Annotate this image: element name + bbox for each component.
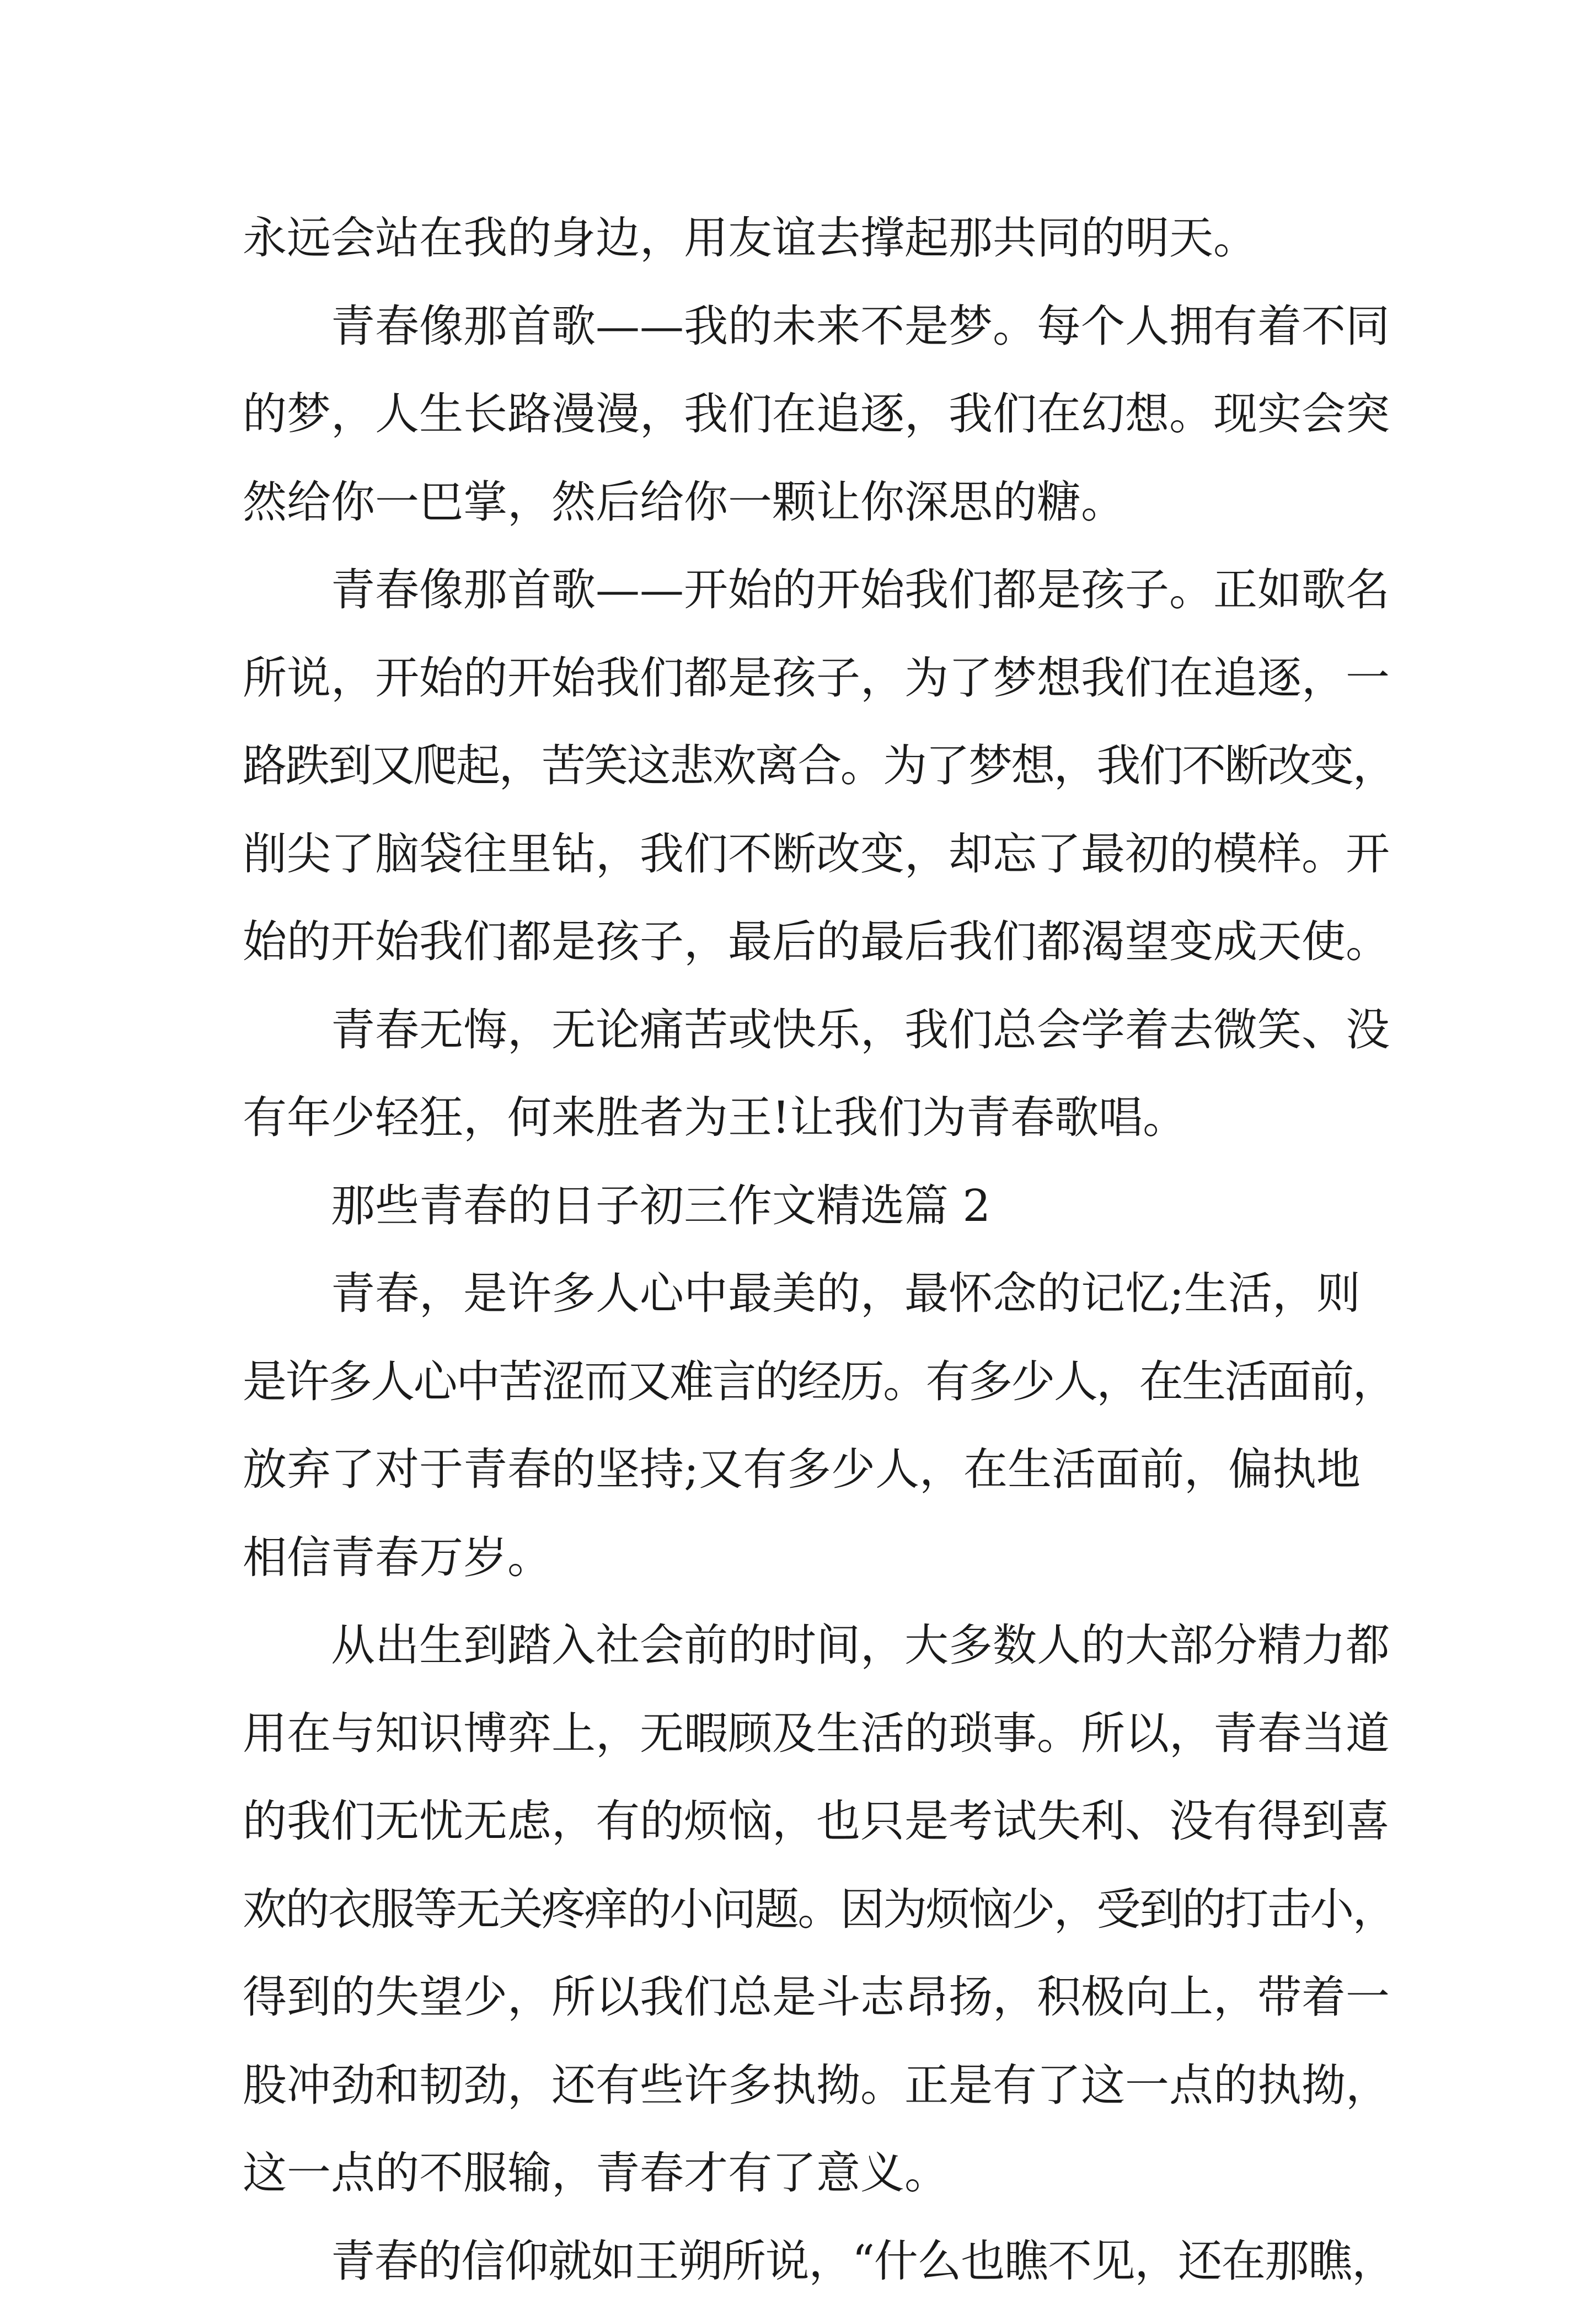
text-line: 削尖了脑袋往里钻，我们不断改变，却忘了最初的模样。开 (243, 810, 1395, 898)
text-line: 从出生到踏入社会前的时间，大多数人的大部分精力都 (243, 1601, 1395, 1690)
text-line: 得到的失望少，所以我们总是斗志昂扬，积极向上，带着一 (243, 1953, 1395, 2041)
text-line: 的我们无忧无虑，有的烦恼，也只是考试失利、没有得到喜 (243, 1777, 1395, 1866)
text-line: 用在与知识博弈上，无暇顾及生活的琐事。所以，青春当道 (243, 1690, 1395, 1778)
text-line: 是许多人心中苦涩而又难言的经历。有多少人，在生活面前， (243, 1338, 1395, 1426)
text-line: 那些青春的日子初三作文精选篇 2 (243, 1162, 1395, 1250)
text-line: 所说，开始的开始我们都是孩子，为了梦想我们在追逐，一 (243, 634, 1395, 722)
text-line: 青春的信仰就如王朔所说，“什么也瞧不见，还在那瞧， (243, 2217, 1395, 2305)
text-line: 股冲劲和韧劲，还有些许多执拗。正是有了这一点的执拗， (243, 2041, 1395, 2130)
text-line: 这一点的不服输，青春才有了意义。 (243, 2129, 1395, 2217)
text-line: 然给你一巴掌，然后给你一颗让你深思的糖。 (243, 458, 1395, 546)
text-line: 青春，是许多人心中最美的，最怀念的记忆;生活，则 (243, 1250, 1395, 1338)
text-line: 的梦，人生长路漫漫，我们在追逐，我们在幻想。现实会突 (243, 370, 1395, 458)
text-line: 青春无悔，无论痛苦或快乐，我们总会学着去微笑、没 (243, 986, 1395, 1074)
text-line: 欢的衣服等无关疼痒的小问题。因为烦恼少，受到的打击小， (243, 1866, 1395, 1954)
text-line: 放弃了对于青春的坚持;又有多少人，在生活面前，偏执地 (243, 1425, 1395, 1514)
text-line: 路跌到又爬起，苦笑这悲欢离合。为了梦想，我们不断改变， (243, 722, 1395, 810)
text-line: 永远会站在我的身边，用友谊去撑起那共同的明天。 (243, 194, 1395, 282)
essay-body (243, 194, 1395, 2305)
text-line: 相信青春万岁。 (243, 1514, 1395, 1602)
text-line: 青春像那首歌——我的未来不是梦。每个人拥有着不同 (243, 282, 1395, 371)
text-line: 青春像那首歌——开始的开始我们都是孩子。正如歌名 (243, 546, 1395, 634)
text-line: 有年少轻狂，何来胜者为王!让我们为青春歌唱。 (243, 1074, 1395, 1162)
text-line: 始的开始我们都是孩子，最后的最后我们都渴望变成天使。 (243, 898, 1395, 986)
